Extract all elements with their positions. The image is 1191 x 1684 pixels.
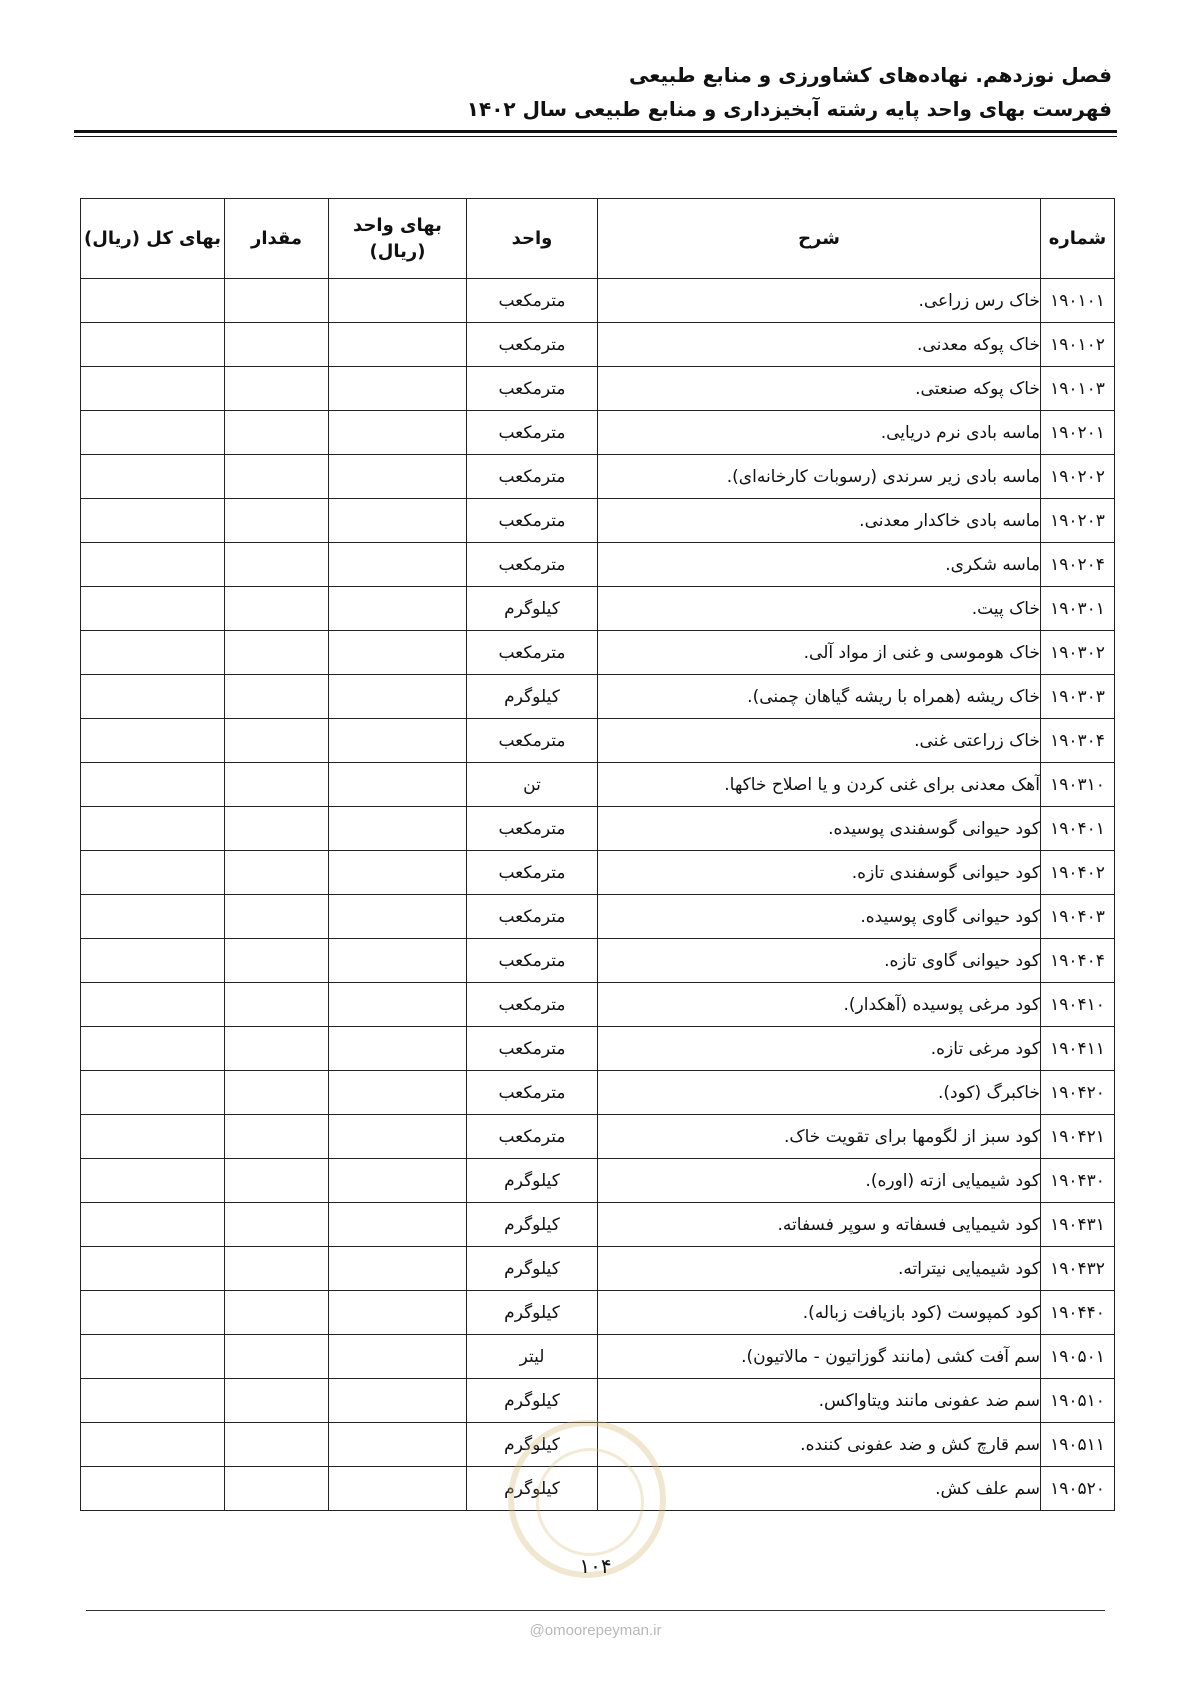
item-unit-price <box>329 323 467 367</box>
item-total <box>81 1115 225 1159</box>
item-total <box>81 675 225 719</box>
item-code: ۱۹۰۲۰۱ <box>1041 411 1115 455</box>
item-total <box>81 279 225 323</box>
item-code: ۱۹۰۱۰۲ <box>1041 323 1115 367</box>
item-unit-price <box>329 1467 467 1511</box>
col-header-total: بهای کل (ریال) <box>81 199 225 279</box>
item-unit: کیلوگرم <box>467 1291 598 1335</box>
item-code: ۱۹۰۱۰۳ <box>1041 367 1115 411</box>
item-unit-price <box>329 1291 467 1335</box>
site-watermark: @omoorepeyman.ir <box>529 1622 662 1639</box>
item-description: کود سبز از لگومها برای تقویت خاک. <box>598 1115 1041 1159</box>
item-unit-price <box>329 1247 467 1291</box>
item-description: خاک پوکه معدنی. <box>598 323 1041 367</box>
item-unit: لیتر <box>467 1335 598 1379</box>
item-code: ۱۹۰۳۰۴ <box>1041 719 1115 763</box>
item-code: ۱۹۰۴۰۴ <box>1041 939 1115 983</box>
item-total <box>81 1027 225 1071</box>
table-row <box>81 1203 1115 1247</box>
item-unit-price <box>329 367 467 411</box>
item-code: ۱۹۰۴۰۱ <box>1041 807 1115 851</box>
item-description: کود حیوانی گوسفندی تازه. <box>598 851 1041 895</box>
item-quantity <box>225 1159 329 1203</box>
item-code: ۱۹۰۴۳۲ <box>1041 1247 1115 1291</box>
table-row <box>81 1379 1115 1423</box>
item-total <box>81 1423 225 1467</box>
item-total <box>81 1379 225 1423</box>
item-unit: کیلوگرم <box>467 1467 598 1511</box>
item-unit: کیلوگرم <box>467 587 598 631</box>
item-unit: مترمکعب <box>467 1071 598 1115</box>
item-quantity <box>225 1247 329 1291</box>
item-code: ۱۹۰۳۰۲ <box>1041 631 1115 675</box>
item-unit: مترمکعب <box>467 455 598 499</box>
item-unit: مترمکعب <box>467 807 598 851</box>
header-rule-thick <box>74 130 1117 133</box>
item-code: ۱۹۰۴۳۱ <box>1041 1203 1115 1247</box>
item-total <box>81 719 225 763</box>
item-description: کود شیمیایی ازته (اوره). <box>598 1159 1041 1203</box>
item-code: ۱۹۰۴۱۱ <box>1041 1027 1115 1071</box>
col-header-quantity: مقدار <box>225 199 329 279</box>
table-row <box>81 499 1115 543</box>
item-description: کود کمپوست (کود بازیافت زباله). <box>598 1291 1041 1335</box>
item-unit: مترمکعب <box>467 367 598 411</box>
item-unit: کیلوگرم <box>467 1247 598 1291</box>
table-header-row <box>81 199 1115 279</box>
item-unit: مترمکعب <box>467 895 598 939</box>
item-total <box>81 367 225 411</box>
item-total <box>81 763 225 807</box>
item-quantity <box>225 1467 329 1511</box>
table-row <box>81 807 1115 851</box>
item-code: ۱۹۰۵۲۰ <box>1041 1467 1115 1511</box>
item-quantity <box>225 1203 329 1247</box>
item-quantity <box>225 719 329 763</box>
item-code: ۱۹۰۲۰۴ <box>1041 543 1115 587</box>
page-number: ۱۰۴ <box>579 1554 612 1578</box>
item-quantity <box>225 499 329 543</box>
stamp-inner-ring <box>536 1448 644 1556</box>
table-row <box>81 1159 1115 1203</box>
item-unit: مترمکعب <box>467 499 598 543</box>
item-code: ۱۹۰۵۱۰ <box>1041 1379 1115 1423</box>
item-description: ماسه شکری. <box>598 543 1041 587</box>
item-description: خاک رس زراعی. <box>598 279 1041 323</box>
header-rule-thin <box>74 136 1117 137</box>
item-unit-price <box>329 1115 467 1159</box>
item-total <box>81 1203 225 1247</box>
item-unit: مترمکعب <box>467 279 598 323</box>
item-unit: کیلوگرم <box>467 675 598 719</box>
item-code: ۱۹۰۳۰۳ <box>1041 675 1115 719</box>
item-unit: مترمکعب <box>467 1027 598 1071</box>
item-code: ۱۹۰۲۰۳ <box>1041 499 1115 543</box>
table-row <box>81 411 1115 455</box>
item-total <box>81 983 225 1027</box>
col-header-code: شماره <box>1041 199 1115 279</box>
item-quantity <box>225 323 329 367</box>
table-row <box>81 587 1115 631</box>
item-unit-price <box>329 587 467 631</box>
price-list-title: فهرست بهای واحد پایه رشته آبخیزداری و منابع طبیعی سال ۱۴۰۲ <box>466 97 1112 121</box>
col-header-unit-price <box>329 199 467 279</box>
item-code: ۱۹۰۴۲۱ <box>1041 1115 1115 1159</box>
item-code: ۱۹۰۱۰۱ <box>1041 279 1115 323</box>
item-total <box>81 1291 225 1335</box>
item-unit: مترمکعب <box>467 323 598 367</box>
footer-rule <box>86 1610 1105 1611</box>
col-header-desc: شرح <box>598 199 1041 279</box>
item-description: خاک زراعتی غنی. <box>598 719 1041 763</box>
item-description: کود حیوانی گاوی تازه. <box>598 939 1041 983</box>
item-description: خاکبرگ (کود). <box>598 1071 1041 1115</box>
item-quantity <box>225 631 329 675</box>
item-unit-price <box>329 807 467 851</box>
item-unit-price <box>329 1071 467 1115</box>
chapter-title: فصل نوزدهم. نهاده‌های کشاورزی و منابع طبیعی <box>628 63 1112 87</box>
item-quantity <box>225 279 329 323</box>
item-code: ۱۹۰۴۱۰ <box>1041 983 1115 1027</box>
item-code: ۱۹۰۴۴۰ <box>1041 1291 1115 1335</box>
item-unit-price <box>329 763 467 807</box>
item-unit-price <box>329 675 467 719</box>
item-total <box>81 1247 225 1291</box>
item-quantity <box>225 983 329 1027</box>
unit-price-label: بهای واحد <box>353 214 442 236</box>
table-row <box>81 939 1115 983</box>
item-unit: مترمکعب <box>467 631 598 675</box>
item-description: سم علف کش. <box>598 1467 1041 1511</box>
item-unit: کیلوگرم <box>467 1379 598 1423</box>
item-description: خاک پوکه صنعتی. <box>598 367 1041 411</box>
table-row <box>81 543 1115 587</box>
item-description: ماسه بادی خاکدار معدنی. <box>598 499 1041 543</box>
item-quantity <box>225 807 329 851</box>
item-description: خاک پیت. <box>598 587 1041 631</box>
item-unit: مترمکعب <box>467 983 598 1027</box>
item-unit: مترمکعب <box>467 851 598 895</box>
table-row <box>81 675 1115 719</box>
table-row <box>81 323 1115 367</box>
item-unit-price <box>329 1203 467 1247</box>
table-row <box>81 1071 1115 1115</box>
item-quantity <box>225 1291 329 1335</box>
item-description: خاک هوموسی و غنی از مواد آلی. <box>598 631 1041 675</box>
item-quantity <box>225 763 329 807</box>
page-header <box>467 60 1112 124</box>
item-total <box>81 851 225 895</box>
unit-price-currency: (ریال) <box>369 240 426 262</box>
item-code: ۱۹۰۴۰۳ <box>1041 895 1115 939</box>
item-quantity <box>225 455 329 499</box>
item-unit-price <box>329 499 467 543</box>
item-unit: کیلوگرم <box>467 1203 598 1247</box>
item-total <box>81 543 225 587</box>
item-quantity <box>225 587 329 631</box>
item-unit: مترمکعب <box>467 939 598 983</box>
table-row <box>81 631 1115 675</box>
item-description: کود حیوانی گاوی پوسیده. <box>598 895 1041 939</box>
item-total <box>81 895 225 939</box>
item-total <box>81 587 225 631</box>
item-quantity <box>225 939 329 983</box>
item-unit: مترمکعب <box>467 719 598 763</box>
item-unit-price <box>329 631 467 675</box>
item-total <box>81 455 225 499</box>
item-description: سم ضد عفونی مانند ویتاواکس. <box>598 1379 1041 1423</box>
item-unit-price <box>329 895 467 939</box>
item-description: کود مرغی پوسیده (آهکدار). <box>598 983 1041 1027</box>
item-unit-price <box>329 851 467 895</box>
item-quantity <box>225 1115 329 1159</box>
item-unit-price <box>329 411 467 455</box>
item-unit: مترمکعب <box>467 1115 598 1159</box>
item-code: ۱۹۰۲۰۲ <box>1041 455 1115 499</box>
item-code: ۱۹۰۴۳۰ <box>1041 1159 1115 1203</box>
table-row <box>81 1247 1115 1291</box>
item-total <box>81 1159 225 1203</box>
item-quantity <box>225 367 329 411</box>
item-total <box>81 1071 225 1115</box>
table-row <box>81 455 1115 499</box>
item-unit-price <box>329 1423 467 1467</box>
table-row <box>81 1115 1115 1159</box>
item-quantity <box>225 1379 329 1423</box>
item-quantity <box>225 851 329 895</box>
item-total <box>81 807 225 851</box>
item-code: ۱۹۰۳۱۰ <box>1041 763 1115 807</box>
price-table <box>80 198 1115 1511</box>
item-total <box>81 631 225 675</box>
item-quantity <box>225 1335 329 1379</box>
item-unit-price <box>329 1379 467 1423</box>
table-row <box>81 719 1115 763</box>
col-header-unit: واحد <box>467 199 598 279</box>
table-row <box>81 279 1115 323</box>
item-unit: تن <box>467 763 598 807</box>
item-description: سم قارچ کش و ضد عفونی کننده. <box>598 1423 1041 1467</box>
table-row <box>81 1291 1115 1335</box>
item-unit-price <box>329 939 467 983</box>
table-row <box>81 1027 1115 1071</box>
item-unit-price <box>329 1027 467 1071</box>
item-unit-price <box>329 455 467 499</box>
item-code: ۱۹۰۴۰۲ <box>1041 851 1115 895</box>
item-code: ۱۹۰۳۰۱ <box>1041 587 1115 631</box>
item-total <box>81 1335 225 1379</box>
item-unit: مترمکعب <box>467 411 598 455</box>
item-description: کود حیوانی گوسفندی پوسیده. <box>598 807 1041 851</box>
item-description: کود شیمیایی نیتراته. <box>598 1247 1041 1291</box>
table-row <box>81 367 1115 411</box>
table-row <box>81 851 1115 895</box>
item-unit: کیلوگرم <box>467 1159 598 1203</box>
item-unit-price <box>329 1159 467 1203</box>
item-quantity <box>225 543 329 587</box>
item-description: سم آفت کشی (مانند گوزاتیون - مالاتیون). <box>598 1335 1041 1379</box>
item-unit-price <box>329 1335 467 1379</box>
item-code: ۱۹۰۵۱۱ <box>1041 1423 1115 1467</box>
item-unit: کیلوگرم <box>467 1423 598 1467</box>
item-description: ماسه بادی نرم دریایی. <box>598 411 1041 455</box>
table-row <box>81 895 1115 939</box>
item-total <box>81 411 225 455</box>
item-total <box>81 1467 225 1511</box>
item-quantity <box>225 675 329 719</box>
item-unit-price <box>329 719 467 763</box>
item-total <box>81 323 225 367</box>
item-description: خاک ریشه (همراه با ریشه گیاهان چمنی). <box>598 675 1041 719</box>
item-total <box>81 499 225 543</box>
item-code: ۱۹۰۴۲۰ <box>1041 1071 1115 1115</box>
item-description: کود مرغی تازه. <box>598 1027 1041 1071</box>
item-unit-price <box>329 983 467 1027</box>
item-total <box>81 939 225 983</box>
item-unit: مترمکعب <box>467 543 598 587</box>
item-description: ماسه بادی زیر سرندی (رسوبات کارخانه‌ای). <box>598 455 1041 499</box>
item-quantity <box>225 895 329 939</box>
table-row <box>81 1335 1115 1379</box>
table-row <box>81 983 1115 1027</box>
item-unit-price <box>329 543 467 587</box>
item-description: آهک معدنی برای غنی کردن و یا اصلاح خاکها. <box>598 763 1041 807</box>
item-quantity <box>225 411 329 455</box>
item-quantity <box>225 1027 329 1071</box>
table-row <box>81 763 1115 807</box>
item-unit-price <box>329 279 467 323</box>
item-description: کود شیمیایی فسفاته و سوپر فسفاته. <box>598 1203 1041 1247</box>
item-quantity <box>225 1071 329 1115</box>
item-code: ۱۹۰۵۰۱ <box>1041 1335 1115 1379</box>
item-quantity <box>225 1423 329 1467</box>
